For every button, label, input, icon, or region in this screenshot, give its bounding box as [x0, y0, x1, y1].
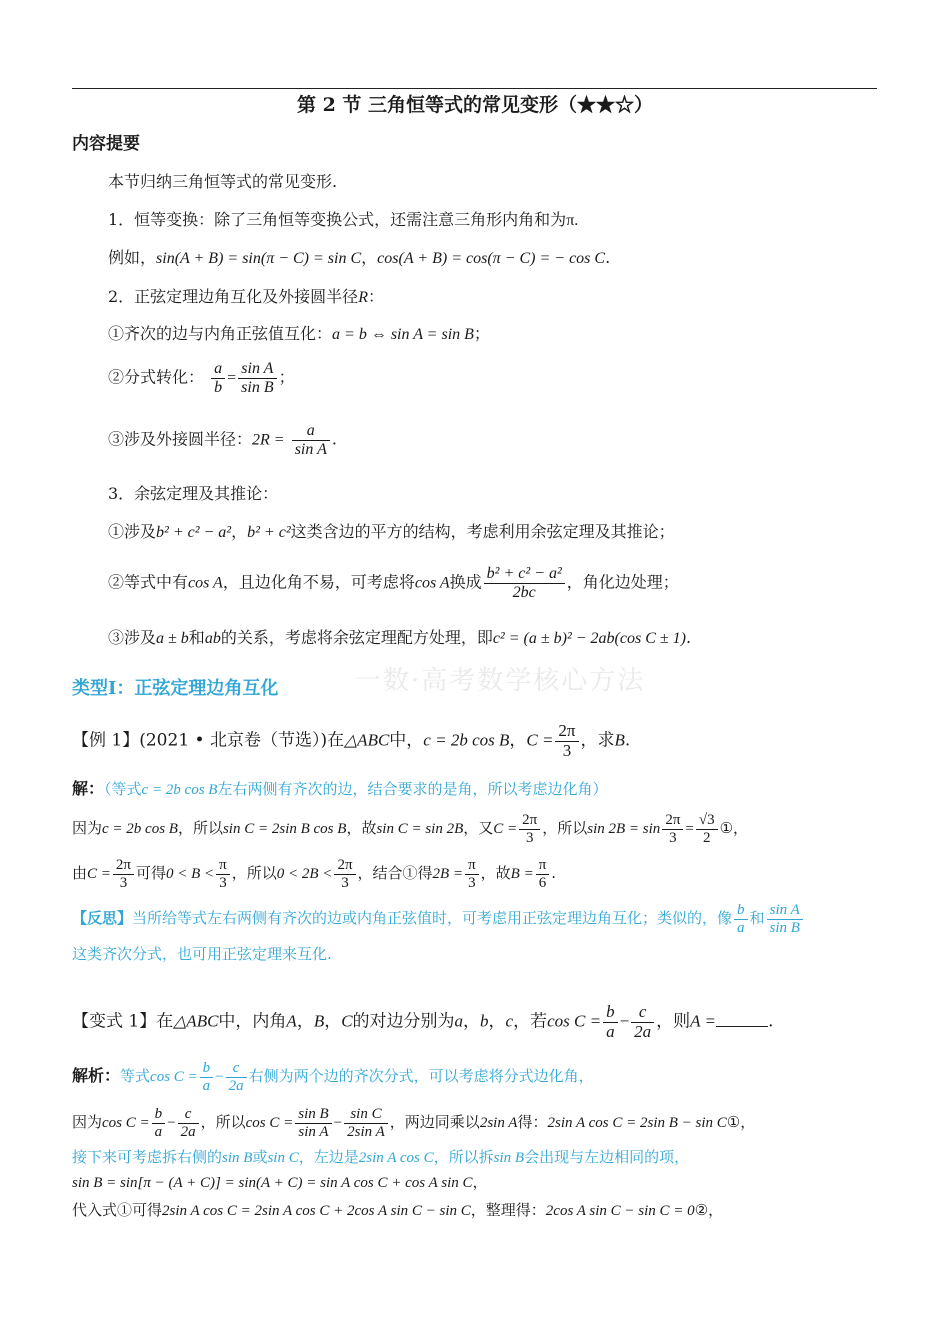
- denominator: 3: [219, 874, 227, 891]
- numerator: sin A: [238, 360, 276, 379]
- denominator: 2bc: [512, 583, 536, 601]
- denominator: a: [737, 919, 745, 936]
- analysis-note-2: [72, 1147, 689, 1168]
- note: 接下来可考虑拆右侧的: [72, 1148, 223, 1166]
- denominator: 3: [669, 829, 677, 846]
- reflection: [72, 902, 805, 936]
- numerator: sin C: [344, 1106, 388, 1124]
- intro-line: 本节归纳三角恒等式的常见变形.: [108, 172, 338, 191]
- numerator: 2π: [113, 857, 134, 875]
- formula: sin(A + B) = sin(π − C) = sin C: [156, 250, 362, 267]
- fraction: [484, 565, 565, 601]
- text: .: [551, 864, 557, 882]
- denominator: 3: [468, 874, 476, 891]
- text: 因为: [72, 819, 103, 837]
- denominator: 6: [538, 874, 547, 891]
- section-title: 第 2 节 三角恒等式的常见变形（★★☆）: [296, 94, 654, 116]
- formula: 2B =: [432, 866, 464, 882]
- fraction: [662, 812, 683, 846]
- text: 换成: [449, 572, 482, 592]
- analysis-note: [72, 1060, 594, 1094]
- text: ，又: [463, 819, 494, 837]
- example-label: 【例 1】: [72, 730, 140, 751]
- formula: c² = (a ± b)² − 2ab(cos C ± 1): [492, 630, 686, 647]
- fraction: [113, 857, 134, 891]
- analysis-step-2: [72, 1172, 488, 1193]
- fraction: [334, 857, 355, 891]
- text: 得：: [517, 1113, 548, 1131]
- law-sines-item-2: [108, 360, 295, 396]
- text: 中，内角: [218, 1011, 287, 1032]
- text: 和: [749, 909, 765, 927]
- formula: cos A: [414, 574, 450, 592]
- note: 右侧为两个边的齐次分式，可以考虑将分式边化角，: [248, 1067, 594, 1085]
- denominator: 2a: [634, 1021, 652, 1041]
- fraction: [292, 422, 330, 458]
- formula: sin C = sin 2B: [376, 821, 464, 837]
- formula: B =: [510, 866, 534, 882]
- formula: sin B: [222, 1150, 253, 1166]
- note: 等式: [120, 1067, 151, 1085]
- text: ，故: [346, 819, 377, 837]
- formula: cos C =: [102, 1115, 150, 1131]
- formula: sin C = 2sin B cos B: [222, 821, 347, 837]
- fraction: [519, 812, 540, 846]
- formula: c: [505, 1011, 514, 1031]
- formula: cos C =: [245, 1115, 294, 1131]
- numerator: √3: [696, 812, 718, 830]
- solution-step-1: [72, 812, 748, 846]
- formula: cos C =: [150, 1069, 198, 1085]
- numerator: c: [631, 1003, 654, 1023]
- text: 在: [327, 730, 345, 751]
- numerator: b: [734, 902, 748, 920]
- fraction: [603, 1003, 618, 1041]
- text: 当所给等式左右两侧有齐次的边或内角正弦值时，可考虑用正弦定理边角互化；类似的，像: [132, 909, 733, 927]
- text: 在: [156, 1011, 174, 1032]
- fraction: [152, 1106, 166, 1140]
- text: ，: [463, 1011, 481, 1032]
- reflection-label: 【反思】: [72, 909, 133, 927]
- text: ，结合①得: [357, 864, 433, 882]
- solution-step-2: [72, 857, 556, 891]
- formula: a ± b: [156, 630, 189, 647]
- denominator: sin A: [294, 440, 327, 458]
- text: ，故: [480, 864, 511, 882]
- numerator: π: [536, 857, 550, 875]
- note: ，左边是: [298, 1148, 359, 1166]
- note: （等式: [104, 780, 142, 798]
- numerator: b² + c² − a²: [484, 565, 565, 584]
- numerator: b: [200, 1060, 214, 1078]
- denominator: a: [154, 1123, 163, 1140]
- fraction: [200, 1060, 214, 1094]
- text: ，角化边处理；: [566, 572, 679, 592]
- text: ，所以: [231, 864, 277, 882]
- text: 例如，: [108, 248, 157, 267]
- text: ①齐次的边与内角正弦值互化：: [108, 324, 333, 343]
- note: 或: [252, 1148, 268, 1166]
- numerator: sin A: [767, 902, 803, 920]
- analysis-step-1: [72, 1106, 755, 1140]
- equals: =: [227, 369, 237, 387]
- text: 的关系，考虑将余弦定理配方处理，即: [220, 628, 493, 647]
- formula: △ABC: [344, 730, 390, 750]
- text: ，求: [580, 730, 615, 751]
- fraction: [178, 1106, 199, 1140]
- formula: c = 2b cos B: [423, 730, 510, 750]
- text: ①涉及: [108, 522, 157, 541]
- fraction: [696, 812, 718, 846]
- formula: 2cos A sin C − sin C = 0: [545, 1203, 695, 1219]
- numerator: 2π: [662, 812, 683, 830]
- text: ；: [278, 367, 295, 387]
- text: ，两边同乘以: [389, 1113, 480, 1131]
- formula: ab: [204, 630, 221, 647]
- pi-symbol: π.: [566, 212, 579, 229]
- formula: 0 < 2B <: [276, 866, 333, 882]
- minus: −: [215, 1069, 224, 1085]
- law-sines-item-1: [108, 324, 490, 345]
- formula: 0 < B <: [166, 866, 215, 882]
- law-cosines-item-2: [108, 565, 679, 601]
- text: ，: [509, 730, 527, 751]
- formula: c = 2b cos B: [102, 821, 178, 837]
- text: ，则: [656, 1011, 691, 1032]
- numerator: a: [211, 360, 225, 379]
- denominator: sin B: [241, 378, 274, 396]
- denominator: 3: [525, 829, 534, 846]
- fraction: [465, 857, 479, 891]
- text: 由: [72, 864, 88, 882]
- text: ，: [231, 522, 248, 541]
- text: ①，: [726, 1113, 756, 1131]
- denominator: 2a: [228, 1077, 244, 1094]
- law-cosines-heading: 3．余弦定理及其推论：: [108, 484, 279, 503]
- formula: R: [358, 289, 368, 306]
- fraction: [295, 1106, 331, 1140]
- note: ，所以拆: [433, 1148, 494, 1166]
- formula: sin B = sin[π − (A + C)] = sin(A + C) = sin A cos C + cos A sin C: [72, 1175, 473, 1191]
- text: 2．正弦定理边角互化及外接圆半径: [108, 287, 359, 306]
- numerator: sin B: [295, 1106, 331, 1124]
- denominator: 2a: [180, 1123, 196, 1140]
- equals: =: [685, 821, 694, 837]
- intro-item-1: [108, 210, 578, 231]
- text: .: [686, 628, 692, 647]
- formula: sin 2B = sin: [587, 821, 661, 837]
- formula: sin C: [267, 1150, 299, 1166]
- formula: cos C =: [547, 1011, 602, 1031]
- summary-heading: 内容提要: [72, 134, 140, 154]
- law-cosines-item-3: [108, 628, 691, 649]
- solution-note: [72, 779, 607, 800]
- minus: −: [619, 1011, 630, 1031]
- law-sines-item-3: [108, 422, 337, 458]
- minus: −: [333, 1115, 343, 1131]
- denominator: 3: [119, 874, 128, 891]
- denominator: 3: [341, 874, 349, 891]
- text: .: [331, 429, 337, 449]
- formula: A =: [690, 1011, 716, 1031]
- numerator: b: [603, 1003, 618, 1023]
- numerator: b: [152, 1106, 166, 1124]
- note: 左右两侧有齐次的边，结合要求的是角，所以考虑边化角）: [217, 780, 608, 798]
- text: ，且边化角不易，可考虑将: [222, 572, 415, 592]
- formula: C =: [493, 821, 518, 837]
- formula: a: [454, 1011, 464, 1031]
- denominator: sin B: [769, 919, 800, 936]
- denominator: sin A: [298, 1123, 329, 1140]
- text: ①，: [719, 819, 749, 837]
- fraction: [238, 360, 276, 396]
- text: 的对边分别为: [352, 1011, 455, 1032]
- fraction: [536, 857, 550, 891]
- text: ，: [472, 1173, 488, 1191]
- text: ，: [296, 1011, 314, 1032]
- denominator: 2: [702, 829, 711, 846]
- denominator: 3: [562, 740, 572, 760]
- law-sines-heading: [108, 287, 384, 308]
- text: ；: [473, 324, 490, 343]
- text: ，所以: [542, 819, 588, 837]
- text: 和: [188, 628, 205, 647]
- fraction: [344, 1106, 388, 1140]
- formula: a = b ⇔ sin A = sin B: [332, 326, 474, 343]
- formula: b² + c² − a²: [156, 524, 232, 541]
- numerator: c: [178, 1106, 199, 1124]
- text: 这类含边的平方的结构，考虑利用余弦定理及其推论；: [290, 522, 675, 541]
- numerator: 2π: [334, 857, 355, 875]
- formula: 2R =: [252, 431, 285, 449]
- analysis-label: 解析：: [72, 1066, 121, 1085]
- minus: −: [167, 1115, 176, 1131]
- text: .: [624, 730, 631, 751]
- fraction: [226, 1060, 247, 1094]
- text: .: [605, 248, 611, 267]
- formula: B: [313, 1011, 325, 1031]
- fraction: [211, 360, 225, 396]
- formula: C =: [87, 866, 111, 882]
- text: ，所以: [200, 1113, 246, 1131]
- numerator: a: [292, 422, 330, 441]
- reflection-line-2: 这类齐次分式，也可用正弦定理来互化.: [72, 945, 332, 963]
- watermark: 一数·高考数学核心方法: [355, 666, 646, 696]
- text: .: [767, 1011, 774, 1032]
- text: ②等式中有: [108, 572, 189, 592]
- formula: △ABC: [173, 1011, 219, 1031]
- note: 会出现与左边相同的项，: [524, 1148, 690, 1166]
- text: ，所以: [177, 819, 223, 837]
- formula: c = 2b cos B: [141, 782, 218, 798]
- text: ③涉及外接圆半径：: [108, 429, 253, 449]
- denominator: 2sin A: [347, 1123, 385, 1140]
- text: ②，: [694, 1201, 724, 1219]
- numerator: 2π: [519, 812, 540, 830]
- type-heading: 类型Ⅰ：正弦定理边角互化: [72, 678, 279, 699]
- formula: sin B: [493, 1150, 525, 1166]
- solution-label: 解：: [72, 779, 105, 798]
- source: (2021 • 北京卷（节选）): [139, 730, 328, 751]
- formula: 2sin A cos C = 2sin B − sin C: [547, 1115, 727, 1131]
- numerator: π: [216, 857, 230, 875]
- formula: 2sin A cos C = 2sin A cos C + 2cos A sin C − sin C: [162, 1203, 471, 1219]
- formula: b: [480, 1011, 489, 1031]
- denominator: a: [606, 1021, 615, 1041]
- example-1: [72, 722, 630, 760]
- text: 因为: [72, 1113, 103, 1131]
- formula: cos A: [188, 574, 223, 592]
- text: ，: [488, 1011, 506, 1032]
- text: 可得: [135, 864, 166, 882]
- text: 1．恒等变换：除了三角恒等变换公式，还需注意三角形内角和为: [108, 210, 567, 229]
- fraction: [767, 902, 803, 936]
- text: ③涉及: [108, 628, 157, 647]
- numerator: 2π: [555, 722, 578, 742]
- text: ：: [367, 287, 384, 306]
- denominator: a: [202, 1077, 211, 1094]
- formula: C =: [526, 730, 554, 750]
- fraction: [734, 902, 748, 936]
- text: 中，: [389, 730, 424, 751]
- text: ，若: [513, 1011, 548, 1032]
- header-rule: [72, 88, 877, 89]
- text: ②分式转化：: [108, 367, 205, 387]
- analysis-step-3: [72, 1200, 723, 1221]
- fraction: [631, 1003, 654, 1041]
- formula: A: [286, 1011, 297, 1031]
- formula: 2sin A: [479, 1115, 518, 1131]
- law-cosines-item-1: [108, 522, 675, 543]
- variant-label: 【变式 1】: [72, 1011, 157, 1032]
- formula: C: [341, 1011, 353, 1031]
- formula: 2sin A cos C: [358, 1150, 434, 1166]
- text: ，: [324, 1011, 342, 1032]
- denominator: b: [214, 378, 223, 396]
- text: ，整理得：: [470, 1201, 546, 1219]
- numerator: c: [226, 1060, 247, 1078]
- fraction: [555, 722, 578, 760]
- answer-blank[interactable]: [716, 1026, 768, 1027]
- formula: B: [614, 730, 625, 750]
- text: ，: [361, 248, 378, 267]
- variant-1: [72, 1003, 773, 1041]
- intro-example: [108, 248, 610, 269]
- text: 代入式①可得: [72, 1201, 163, 1219]
- formula: cos(A + B) = cos(π − C) = − cos C: [377, 250, 606, 267]
- fraction: [216, 857, 230, 891]
- formula: b² + c²: [247, 524, 291, 541]
- numerator: π: [465, 857, 479, 875]
